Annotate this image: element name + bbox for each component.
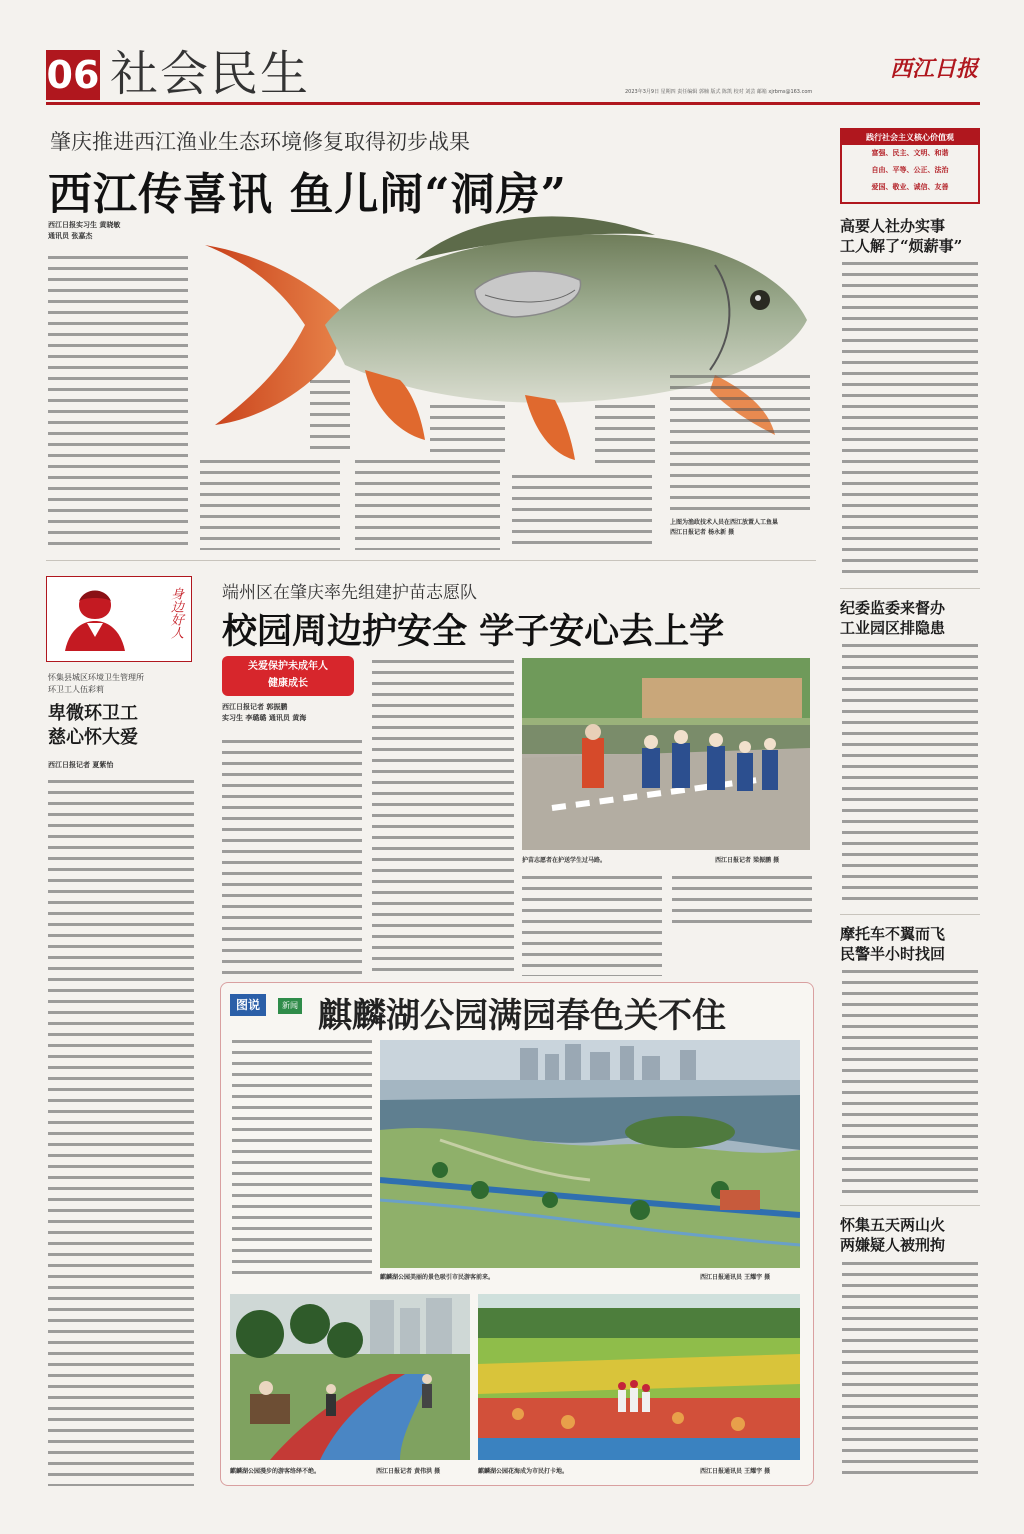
park-credit-1: 西江日报通讯员 王耀宇 摄 xyxy=(700,1274,771,1281)
lead-bottom-rule xyxy=(46,560,816,561)
left-body-text xyxy=(48,780,194,1486)
sidebar-text-3 xyxy=(842,970,978,1198)
left-kicker: 怀集县城区环境卫生管理所 环卫工人伍彩莉 xyxy=(48,673,144,694)
campus-text-col1 xyxy=(222,740,362,976)
park-tag: 图说 xyxy=(230,994,266,1016)
park-tag2: 新闻 xyxy=(278,998,302,1014)
park-headline: 麒麟湖公园满园春色关不住 xyxy=(318,996,726,1036)
left-byline: 西江日报记者 夏紫怡 xyxy=(48,761,114,769)
figure-icon xyxy=(55,583,135,653)
masthead-logo: 西江日报 xyxy=(890,56,979,82)
lead-text-col4 xyxy=(512,475,652,550)
park-photo-aerial xyxy=(380,1040,800,1268)
walkway-illustration xyxy=(230,1294,470,1460)
campus-byline: 西江日报记者 郭振鹏 实习生 李璐璐 通讯员 黄海 xyxy=(222,703,307,722)
header-rule xyxy=(46,102,980,105)
values-line-1: 富强、民主、文明、和谐 xyxy=(871,149,949,157)
campus-text-col3 xyxy=(522,876,662,976)
campus-tag-line1: 关爱保护未成年人 xyxy=(248,661,328,672)
campus-tag-line2: 健康成长 xyxy=(268,678,308,689)
park-credit-2: 西江日报记者 黄伟洪 摄 xyxy=(376,1468,441,1475)
campus-headline: 校园周边护安全 学子安心去上学 xyxy=(222,611,725,652)
page-number-badge: 06 xyxy=(46,50,100,100)
good-person-logo-text: 身边好人 xyxy=(168,587,183,639)
left-headline: 卑微环卫工 慈心怀大爱 xyxy=(48,703,138,748)
values-box-title: 践行社会主义核心价值观 xyxy=(842,130,978,145)
lead-text-col1 xyxy=(48,256,188,546)
lead-text-col3 xyxy=(355,460,500,550)
lead-photo-note: 上图为渔政技术人员在西江放置人工鱼巢 西江日报记者 杨永新 摄 xyxy=(670,519,779,536)
sidebar-headline-4: 怀集五天两山火 两嫌疑人被刑拘 xyxy=(840,1216,946,1254)
sidebar-rule-1 xyxy=(840,588,980,589)
park-caption-2: 麒麟湖公园漫步的游客络绎不绝。 xyxy=(230,1468,321,1475)
sidebar-headline-2: 纪委监委来督办 工业园区排隐患 xyxy=(840,599,946,637)
sidebar-headline-3: 摩托车不翼而飞 民警半小时找回 xyxy=(840,925,946,963)
sidebar-text-1 xyxy=(842,262,978,580)
sidebar-rule-3 xyxy=(840,1205,980,1206)
section-title: 社会民生 xyxy=(110,46,311,102)
values-box xyxy=(840,128,980,204)
lead-kicker: 肇庆推进西江渔业生态环境修复取得初步战果 xyxy=(50,130,470,154)
good-person-logo xyxy=(46,576,192,662)
park-photo-flowers xyxy=(478,1294,800,1460)
students-illustration xyxy=(522,658,810,850)
values-line-3: 爱国、敬业、诚信、友善 xyxy=(871,183,949,191)
campus-kicker: 端州区在肇庆率先组建护苗志愿队 xyxy=(222,583,477,603)
park-caption-3: 麒麟湖公园花海成为市民打卡地。 xyxy=(478,1468,569,1475)
values-line-2: 自由、平等、公正、法治 xyxy=(871,166,949,174)
sidebar-text-4 xyxy=(842,1262,978,1482)
lake-aerial-illustration xyxy=(380,1040,800,1268)
lead-text-col4b xyxy=(595,405,655,465)
campus-tag xyxy=(222,656,354,696)
campus-text-col2 xyxy=(372,660,514,976)
lead-text-col3b xyxy=(430,405,505,455)
park-credit-3: 西江日报通讯员 王耀宇 摄 xyxy=(700,1468,771,1475)
campus-photo xyxy=(522,658,810,850)
park-photo-walkway xyxy=(230,1294,470,1460)
lead-text-col2b xyxy=(310,380,350,450)
lead-text-col5 xyxy=(670,375,810,515)
park-caption-1: 麒麟湖公园美丽的景色吸引市民游客前来。 xyxy=(380,1274,495,1281)
lead-byline: 西江日报实习生 黄晓敏 通讯员 张嘉杰 xyxy=(48,221,121,240)
campus-photo-caption: 护苗志愿者在护送学生过马路。 xyxy=(522,857,607,864)
campus-text-col4 xyxy=(672,876,812,926)
lead-headline: 西江传喜讯 鱼儿闹“洞房” xyxy=(48,169,567,220)
lead-text-col2 xyxy=(200,460,340,550)
sidebar-text-2 xyxy=(842,644,978,908)
sidebar-rule-2 xyxy=(840,914,980,915)
park-text-col1 xyxy=(232,1040,372,1280)
campus-photo-credit: 西江日报记者 梁振鹏 摄 xyxy=(715,857,780,864)
sidebar-headline-1: 高要人社办实事 工人解了“烦薪事” xyxy=(840,217,963,255)
flower-field-illustration xyxy=(478,1294,800,1460)
page-meta: 2023年3月9日 星期四 责任编辑 郭楠 版式 陈凯 校对 刘芸 邮箱 xjrbms@163.com xyxy=(625,89,813,95)
